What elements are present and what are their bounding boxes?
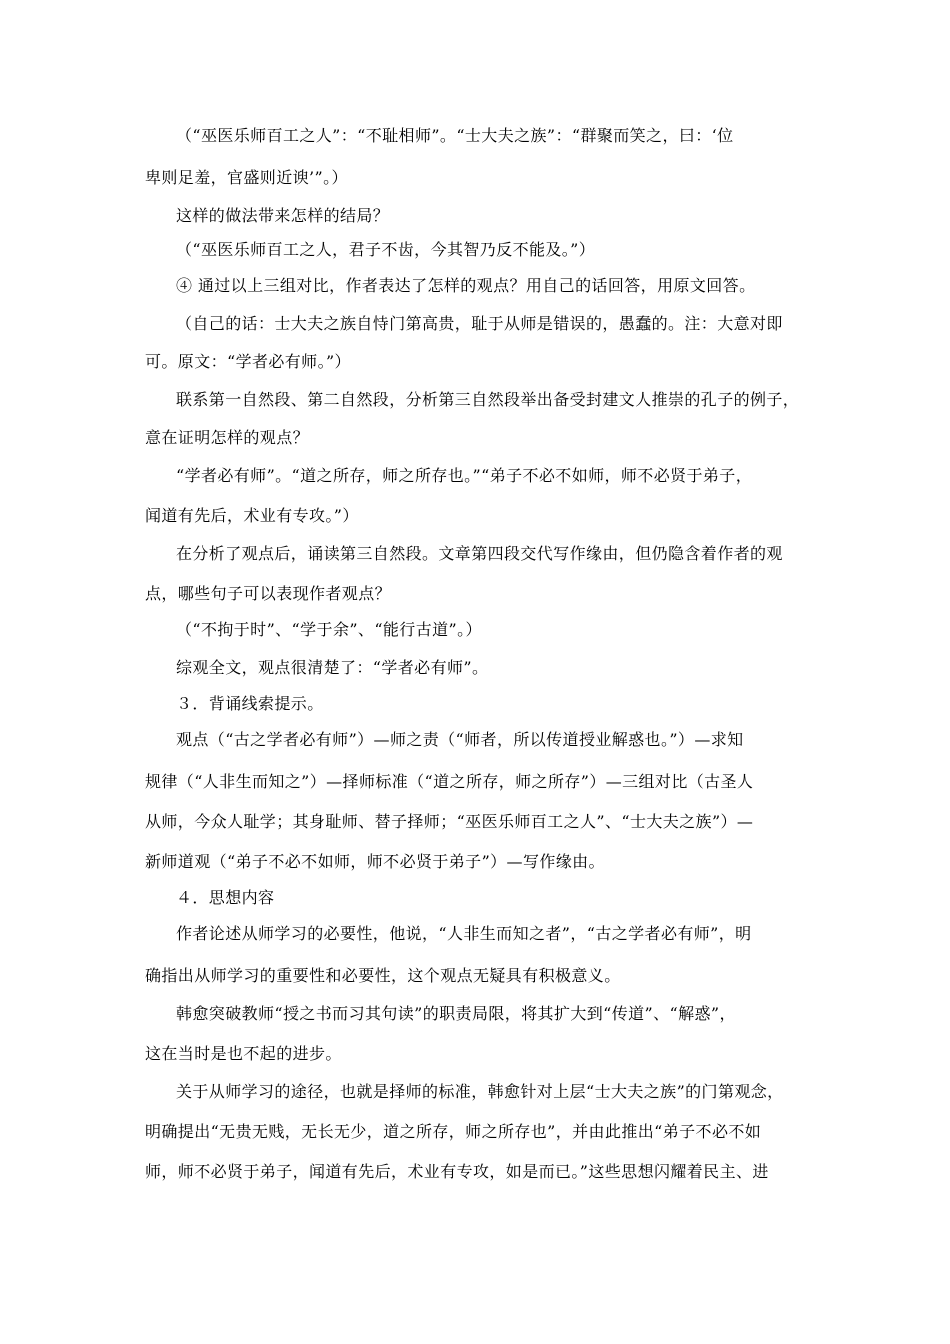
text-line: 意在证明怎样的观点？: [145, 428, 310, 447]
text-line: 观点（“古之学者必有师”）—师之责（“师者，所以传道授业解惑也。”）—求知: [176, 730, 744, 749]
text-line: 可。原文：“学者必有师。”）: [145, 352, 351, 371]
text-line: （“不拘于时”、“学于余”、“能行古道”。）: [176, 620, 482, 639]
text-line: 联系第一自然段、第二自然段，分析第三自然段举出备受封建文人推崇的孔子的例子，: [176, 390, 800, 409]
text-line: 师，师不必贤于弟子，闻道有先后，术业有专攻，如是而已。”这些思想闪耀着民主、进: [145, 1162, 769, 1181]
text-line: 这样的做法带来怎样的结局？: [176, 206, 390, 225]
section-heading: ３．背诵线索提示。: [176, 694, 324, 713]
text-line: 关于从师学习的途径，也就是择师的标准，韩愈针对上层“士大夫之族”的门第观念，: [176, 1082, 784, 1101]
text-line: 闻道有先后，术业有专攻。”）: [145, 506, 359, 525]
text-line: 综观全文，观点很清楚了：“学者必有师”。: [176, 658, 489, 677]
text-line: 新师道观（“弟子不必不如师，师不必贤于弟子”）—写作缘由。: [145, 852, 605, 871]
text-line: 卑则足羞，官盛则近谀’”。）: [145, 168, 348, 187]
text-line: 规律（“人非生而知之”）—择师标准（“道之所存，师之所存”）—三组对比（古圣人: [145, 772, 754, 791]
text-line: （自己的话：士大夫之族自恃门第高贵，耻于从师是错误的，愚蠢的。注：大意对即: [176, 314, 783, 333]
text-line: （“巫医乐师百工之人，君子不齿，今其智乃反不能及。”）: [176, 240, 596, 259]
section-heading: ４．思想内容: [176, 888, 275, 907]
text-line: 韩愈突破教师“授之书而习其句读”的职责局限，将其扩大到“传道”、“解惑”，: [176, 1004, 736, 1023]
text-line: 点，哪些句子可以表现作者观点？: [145, 584, 392, 603]
text-line: “学者必有师”。“道之所存，师之所存也。”“弟子不必不如师，师不必贤于弟子，: [176, 466, 753, 485]
text-line: 确指出从师学习的重要性和必要性，这个观点无疑具有积极意义。: [145, 966, 621, 985]
text-line: （“巫医乐师百工之人”：“不耻相师”。“士大夫之族”：“群聚而笑之，曰：‘位: [176, 126, 734, 145]
text-line: 这在当时是也不起的进步。: [145, 1044, 342, 1063]
text-line: ④ 通过以上三组对比，作者表达了怎样的观点？用自己的话回答，用原文回答。: [176, 276, 756, 295]
text-line: 在分析了观点后，诵读第三自然段。文章第四段交代写作缘由，但仍隐含着作者的观: [176, 544, 783, 563]
text-line: 作者论述从师学习的必要性，他说，“人非生而知之者”，“古之学者必有师”，明: [176, 924, 752, 943]
text-line: 从师，今众人耻学；其身耻师、替子择师；“巫医乐师百工之人”、“士大夫之族”）—: [145, 812, 754, 831]
text-line: 明确提出“无贵无贱，无长无少，道之所存，师之所存也”，并由此推出“弟子不必不如: [145, 1122, 762, 1141]
